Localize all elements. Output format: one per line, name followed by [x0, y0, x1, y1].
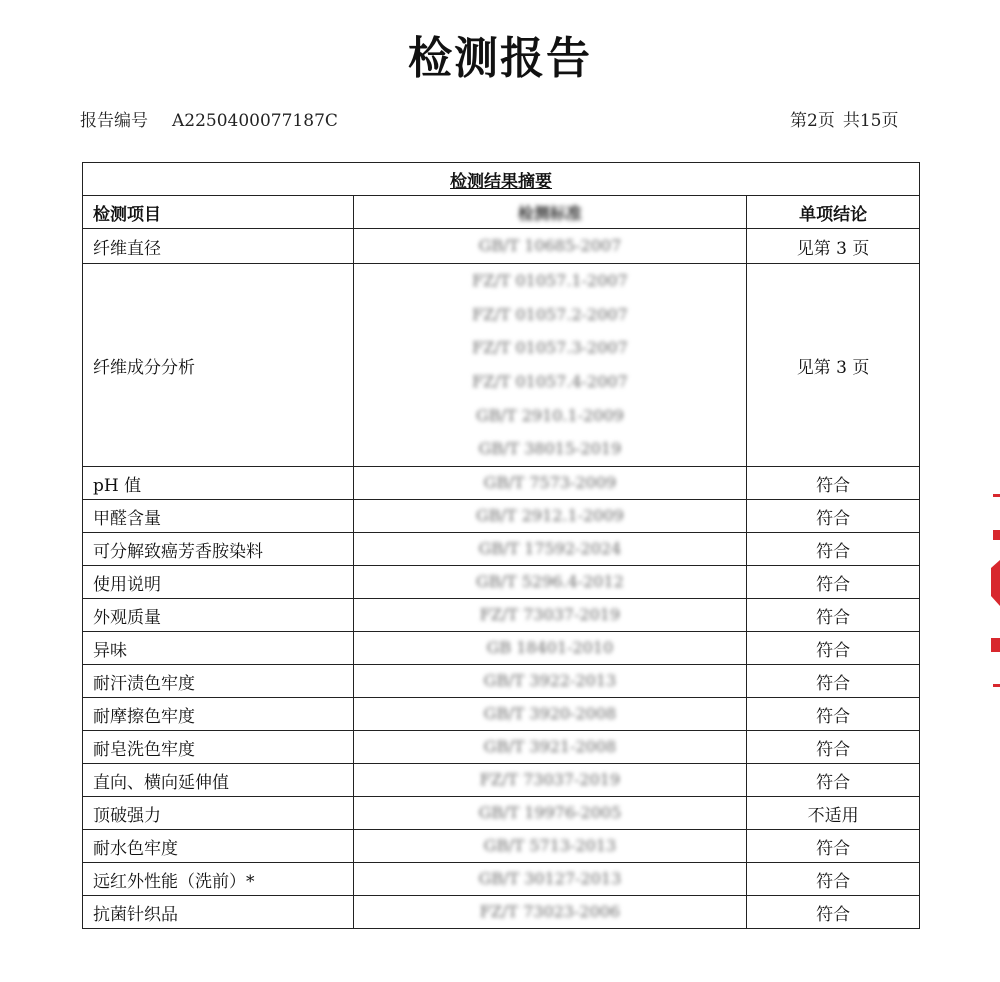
standard-cell — [353, 229, 747, 264]
standard-text: GB/T 5713-2013 — [483, 836, 617, 856]
standard-cell — [353, 500, 747, 533]
item-cell: 外观质量 — [83, 599, 354, 632]
header-standard-text: 检测标准 — [517, 203, 582, 223]
page-total: 共15页 — [842, 111, 899, 131]
item-cell: 甲醛含量 — [83, 500, 354, 533]
table-row — [83, 731, 920, 764]
result-cell: 见第 3 页 — [747, 229, 920, 264]
standard-cell — [353, 731, 747, 764]
result-cell: 符合 — [747, 896, 920, 929]
standard-cell — [353, 632, 747, 665]
standard-text: FZ/T 73037-2019 — [479, 770, 621, 790]
header-row — [83, 196, 920, 229]
standard-text: GB/T 5296.4-2012 — [476, 572, 624, 592]
table-row — [83, 863, 920, 896]
item-cell: 远红外性能（洗前）* — [83, 863, 354, 896]
standard-text: FZ/T 01057.4-2007 — [472, 372, 628, 392]
result-cell: 见第 3 页 — [747, 264, 920, 467]
standard-cell — [353, 533, 747, 566]
result-cell: 符合 — [747, 665, 920, 698]
item-cell: 抗菌针织品 — [83, 896, 354, 929]
result-cell: 符合 — [747, 533, 920, 566]
item-cell: 耐水色牢度 — [83, 830, 354, 863]
table-row — [83, 599, 920, 632]
table-row — [83, 500, 920, 533]
item-cell: 耐汗渍色牢度 — [83, 665, 354, 698]
table-row — [83, 467, 920, 500]
table-row — [83, 264, 920, 467]
table-row — [83, 797, 920, 830]
standard-cell — [353, 698, 747, 731]
table-row — [83, 698, 920, 731]
table-row — [83, 566, 920, 599]
result-cell: 符合 — [747, 599, 920, 632]
item-cell: 耐摩擦色牢度 — [83, 698, 354, 731]
item-cell: 异味 — [83, 632, 354, 665]
table-row — [83, 896, 920, 929]
result-cell: 符合 — [747, 863, 920, 896]
red-stamp-fragment — [982, 488, 1000, 698]
standard-text: GB/T 10685-2007 — [478, 236, 622, 255]
summary-title: 检测结果摘要 — [83, 163, 920, 196]
item-cell: 纤维成分分析 — [83, 264, 354, 467]
standard-text: GB/T 19976-2005 — [478, 803, 622, 823]
standard-text: FZ/T 73037-2019 — [479, 605, 621, 625]
item-cell: 可分解致癌芳香胺染料 — [83, 533, 354, 566]
result-cell: 不适用 — [747, 797, 920, 830]
table-row — [83, 533, 920, 566]
standard-text: GB/T 2910.1-2009 — [476, 405, 624, 425]
header-result: 单项结论 — [747, 196, 920, 229]
item-cell: 纤维直径 — [83, 229, 354, 264]
result-cell: 符合 — [747, 731, 920, 764]
header-standard — [353, 196, 747, 229]
results-summary-table — [82, 162, 920, 929]
table-row — [83, 830, 920, 863]
standard-cell — [353, 566, 747, 599]
standard-text: FZ/T 01057.3-2007 — [472, 338, 628, 358]
report-title: 检测报告 — [408, 33, 592, 84]
item-cell: pH 值 — [83, 467, 354, 500]
standard-text: FZ/T 01057.2-2007 — [472, 304, 628, 324]
result-cell: 符合 — [747, 632, 920, 665]
page-indicator — [790, 106, 898, 131]
standard-text: FZ/T 01057.1-2007 — [472, 271, 628, 290]
standard-text: GB/T 38015-2019 — [478, 439, 622, 459]
standard-cell — [353, 764, 747, 797]
item-cell: 直向、横向延伸值 — [83, 764, 354, 797]
standard-text: GB/T 30127-2013 — [478, 869, 622, 889]
table-row — [83, 665, 920, 698]
result-cell: 符合 — [747, 830, 920, 863]
standard-text: GB/T 17592-2024 — [478, 539, 622, 559]
standard-text: FZ/T 73023-2006 — [479, 902, 621, 922]
report-number-label: 报告编号 — [80, 111, 148, 131]
standard-cell — [353, 599, 747, 632]
standard-cell — [353, 896, 747, 929]
item-cell: 耐皂洗色牢度 — [83, 731, 354, 764]
page-number: 第2页 — [790, 111, 835, 131]
standard-cell — [353, 797, 747, 830]
standard-text: GB/T 3922-2013 — [483, 671, 617, 691]
standard-text: GB 18401-2010 — [486, 638, 614, 658]
report-number-line — [80, 106, 338, 131]
table-row — [83, 229, 920, 264]
standard-text: GB/T 3921-2008 — [483, 737, 617, 757]
standard-cell — [353, 863, 747, 896]
standard-text: GB/T 7573-2009 — [483, 473, 617, 493]
standard-cell — [353, 264, 747, 467]
table-row — [83, 764, 920, 797]
result-cell: 符合 — [747, 764, 920, 797]
item-cell: 顶破强力 — [83, 797, 354, 830]
standard-text: GB/T 3920-2008 — [483, 704, 617, 724]
header-item: 检测项目 — [83, 196, 354, 229]
result-cell: 符合 — [747, 467, 920, 500]
summary-title-row — [83, 163, 920, 196]
item-cell: 使用说明 — [83, 566, 354, 599]
standard-cell — [353, 830, 747, 863]
result-cell: 符合 — [747, 500, 920, 533]
result-cell: 符合 — [747, 698, 920, 731]
standard-cell — [353, 665, 747, 698]
standard-cell — [353, 467, 747, 500]
standard-text: GB/T 2912.1-2009 — [476, 506, 624, 526]
result-cell: 符合 — [747, 566, 920, 599]
report-number: A2250400077187C — [172, 111, 338, 131]
table-row — [83, 632, 920, 665]
